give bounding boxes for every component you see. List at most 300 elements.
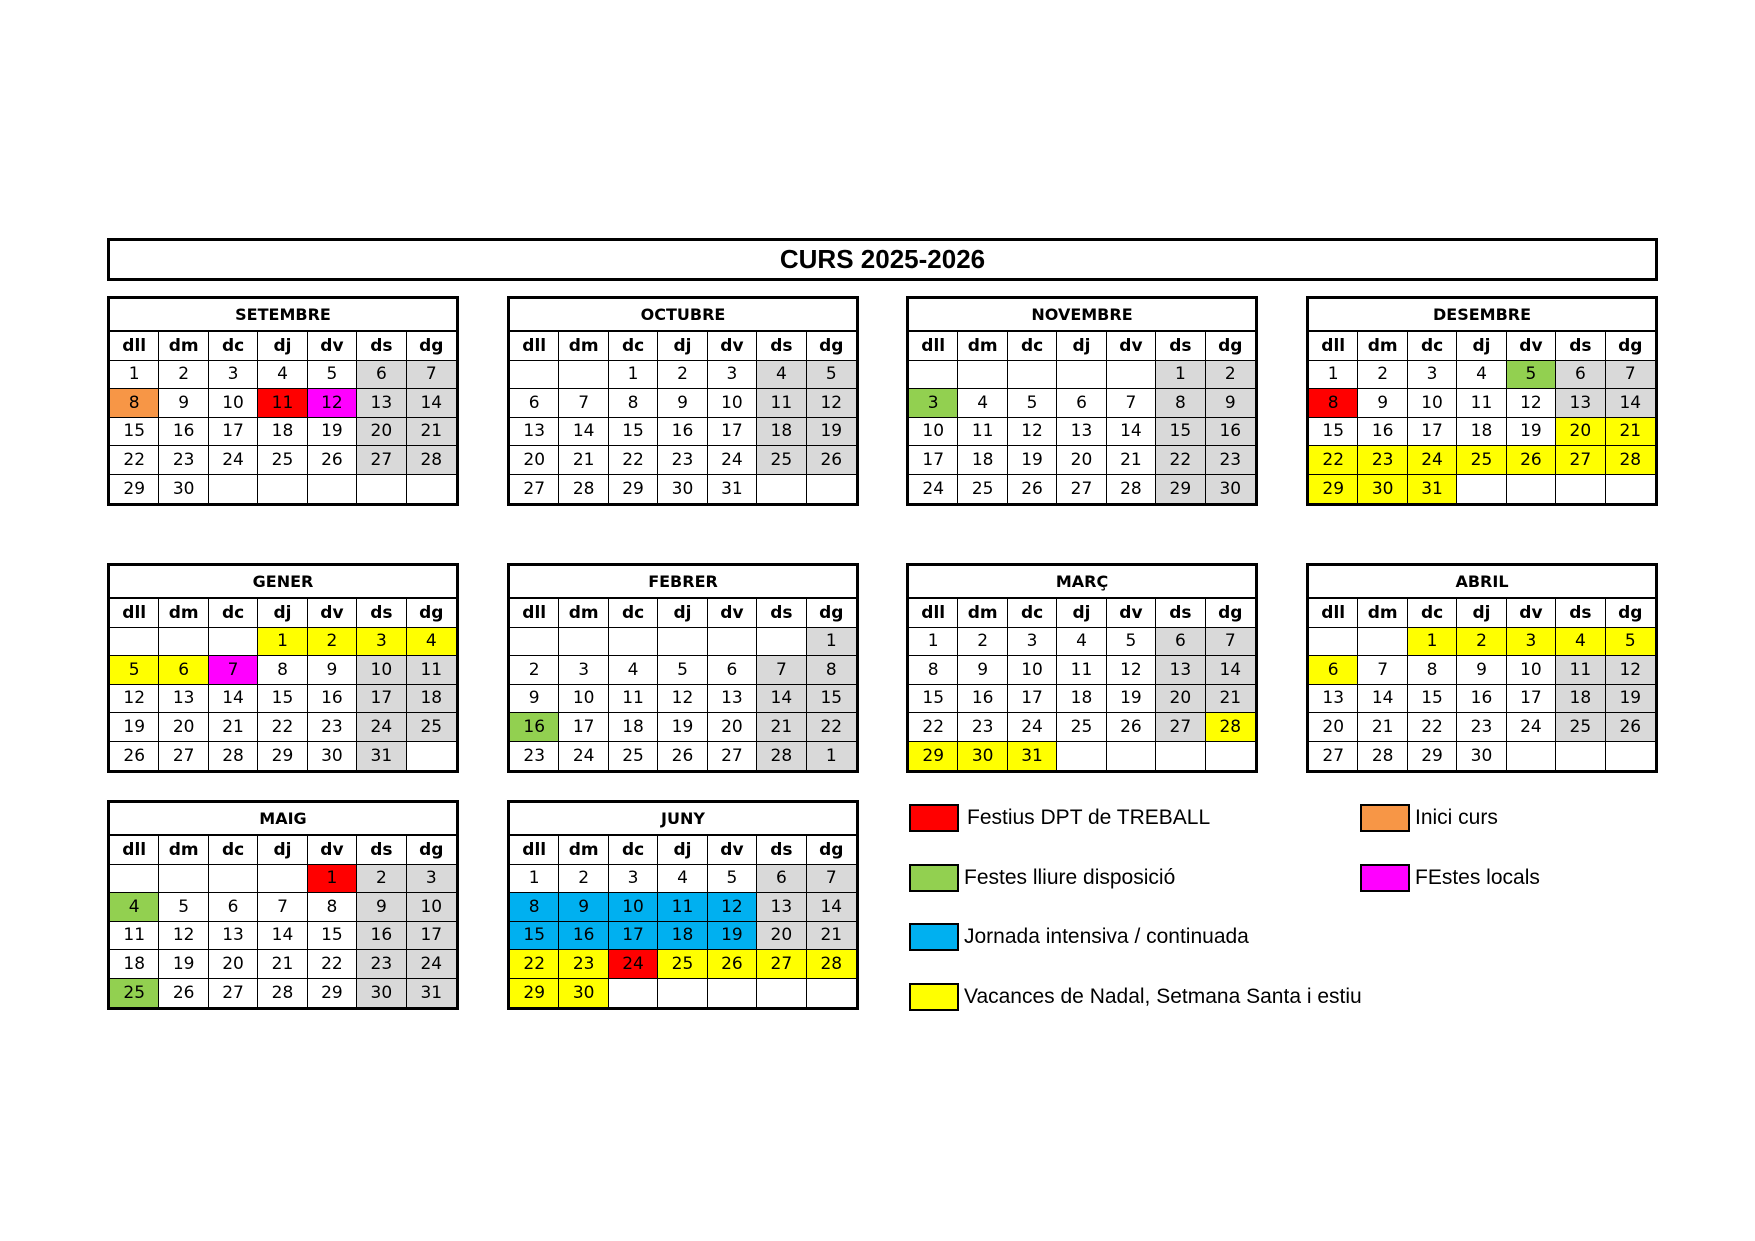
day-cell: 4	[1556, 628, 1605, 657]
day-cell: 15	[510, 922, 559, 951]
month-grid	[110, 599, 456, 770]
day-cell: 13	[708, 685, 757, 714]
day-header: dc	[209, 599, 258, 628]
day-cell: 5	[1107, 628, 1156, 657]
empty-cell	[1507, 742, 1556, 771]
day-cell: 25	[1556, 713, 1605, 742]
day-cell: 30	[559, 979, 608, 1008]
day-cell: 11	[258, 389, 307, 418]
legend-vacances	[909, 983, 1362, 1011]
empty-cell	[159, 628, 208, 657]
day-cell: 13	[1556, 389, 1605, 418]
day-header: dll	[110, 836, 159, 865]
day-cell: 26	[308, 446, 357, 475]
day-cell: 25	[958, 475, 1007, 504]
day-header: dv	[308, 836, 357, 865]
day-cell: 29	[909, 742, 958, 771]
day-cell: 14	[209, 685, 258, 714]
legend-swatch	[909, 864, 959, 892]
day-header: dc	[609, 836, 658, 865]
day-cell: 14	[1358, 685, 1407, 714]
day-header: dll	[1309, 599, 1358, 628]
day-cell: 8	[510, 893, 559, 922]
day-cell: 23	[1206, 446, 1255, 475]
day-cell: 12	[308, 389, 357, 418]
day-header: dc	[209, 332, 258, 361]
day-cell: 26	[1107, 713, 1156, 742]
month-grid	[110, 836, 456, 1007]
day-header: dc	[1008, 599, 1057, 628]
day-cell: 16	[958, 685, 1007, 714]
day-header: ds	[1156, 599, 1205, 628]
day-header: dj	[1057, 599, 1106, 628]
day-cell: 23	[308, 713, 357, 742]
day-cell: 25	[1457, 446, 1506, 475]
day-cell: 18	[958, 446, 1007, 475]
empty-cell	[258, 865, 307, 894]
day-cell: 17	[1008, 685, 1057, 714]
day-cell: 3	[357, 628, 406, 657]
day-header: dm	[958, 332, 1007, 361]
day-cell: 4	[1057, 628, 1106, 657]
day-cell: 22	[258, 713, 307, 742]
day-cell: 30	[308, 742, 357, 771]
day-cell: 11	[609, 685, 658, 714]
day-cell: 17	[609, 922, 658, 951]
day-cell: 23	[559, 950, 608, 979]
day-header: dll	[510, 332, 559, 361]
day-cell: 25	[658, 950, 707, 979]
day-cell: 4	[757, 361, 806, 390]
empty-cell	[708, 979, 757, 1008]
day-cell: 5	[1507, 361, 1556, 390]
day-cell: 20	[1309, 713, 1358, 742]
day-cell: 7	[407, 361, 456, 390]
day-cell: 16	[1358, 418, 1407, 447]
day-cell: 22	[909, 713, 958, 742]
day-cell: 23	[357, 950, 406, 979]
day-header: dll	[909, 599, 958, 628]
day-cell: 7	[1606, 361, 1655, 390]
day-header: dv	[708, 836, 757, 865]
month-juny	[507, 800, 859, 1010]
empty-cell	[1556, 742, 1605, 771]
month-novembre	[906, 296, 1258, 506]
day-cell: 1	[909, 628, 958, 657]
day-cell: 2	[1358, 361, 1407, 390]
legend-label: Jornada intensiva / continuada	[964, 925, 1249, 948]
day-header: dv	[1107, 599, 1156, 628]
day-cell: 3	[407, 865, 456, 894]
day-cell: 26	[807, 446, 856, 475]
month-name: DESEMBRE	[1309, 299, 1655, 332]
month-name: MAIG	[110, 803, 456, 836]
empty-cell	[1107, 742, 1156, 771]
day-header: ds	[357, 599, 406, 628]
day-header: dg	[807, 836, 856, 865]
day-cell: 16	[357, 922, 406, 951]
month-grid	[1309, 332, 1655, 503]
day-cell: 8	[308, 893, 357, 922]
day-cell: 8	[1309, 389, 1358, 418]
day-cell: 6	[757, 865, 806, 894]
day-cell: 20	[1556, 418, 1605, 447]
day-cell: 31	[708, 475, 757, 504]
legend-swatch	[909, 923, 959, 951]
day-cell: 26	[1507, 446, 1556, 475]
day-cell: 12	[807, 389, 856, 418]
day-cell: 31	[357, 742, 406, 771]
day-cell: 22	[609, 446, 658, 475]
day-cell: 15	[1156, 418, 1205, 447]
day-cell: 17	[1507, 685, 1556, 714]
day-cell: 27	[1309, 742, 1358, 771]
day-cell: 30	[1206, 475, 1255, 504]
day-cell: 30	[958, 742, 1007, 771]
day-cell: 12	[1507, 389, 1556, 418]
empty-cell	[807, 979, 856, 1008]
day-cell: 2	[308, 628, 357, 657]
day-cell: 16	[159, 418, 208, 447]
day-cell: 24	[1408, 446, 1457, 475]
day-header: dll	[510, 599, 559, 628]
day-cell: 19	[1507, 418, 1556, 447]
day-cell: 5	[1008, 389, 1057, 418]
day-cell: 30	[1358, 475, 1407, 504]
day-cell: 2	[559, 865, 608, 894]
day-cell: 22	[510, 950, 559, 979]
day-cell: 6	[708, 656, 757, 685]
day-cell: 16	[1457, 685, 1506, 714]
month-grid	[909, 599, 1255, 770]
empty-cell	[1309, 628, 1358, 657]
day-header: ds	[1556, 332, 1605, 361]
empty-cell	[1358, 628, 1407, 657]
day-cell: 7	[209, 656, 258, 685]
day-cell: 8	[609, 389, 658, 418]
day-cell: 27	[510, 475, 559, 504]
day-cell: 9	[559, 893, 608, 922]
day-cell: 25	[258, 446, 307, 475]
day-cell: 25	[1057, 713, 1106, 742]
day-cell: 28	[1107, 475, 1156, 504]
legend-label: Inici curs	[1415, 806, 1498, 829]
day-header: dg	[1606, 332, 1655, 361]
day-header: dll	[909, 332, 958, 361]
day-cell: 22	[110, 446, 159, 475]
empty-cell	[1008, 361, 1057, 390]
day-cell: 29	[1156, 475, 1205, 504]
day-cell: 17	[708, 418, 757, 447]
day-header: dg	[1206, 599, 1255, 628]
day-header: dg	[407, 836, 456, 865]
day-cell: 5	[1606, 628, 1655, 657]
legend-jornada-intensiva	[909, 923, 1249, 951]
day-header: dj	[1457, 599, 1506, 628]
day-header: dj	[258, 332, 307, 361]
day-cell: 6	[159, 656, 208, 685]
empty-cell	[1556, 475, 1605, 504]
empty-cell	[757, 628, 806, 657]
month-maig	[107, 800, 459, 1010]
month-febrer	[507, 563, 859, 773]
day-cell: 7	[807, 865, 856, 894]
empty-cell	[1606, 475, 1655, 504]
day-cell: 3	[609, 865, 658, 894]
day-cell: 14	[258, 922, 307, 951]
day-cell: 24	[1008, 713, 1057, 742]
day-cell: 2	[510, 656, 559, 685]
month-name: GENER	[110, 566, 456, 599]
day-header: dc	[609, 332, 658, 361]
day-cell: 11	[1457, 389, 1506, 418]
day-cell: 27	[159, 742, 208, 771]
empty-cell	[510, 361, 559, 390]
day-cell: 7	[1358, 656, 1407, 685]
day-header: ds	[1156, 332, 1205, 361]
day-header: ds	[757, 836, 806, 865]
day-cell: 13	[357, 389, 406, 418]
day-cell: 14	[407, 389, 456, 418]
empty-cell	[658, 628, 707, 657]
day-cell: 15	[258, 685, 307, 714]
month-name: JUNY	[510, 803, 856, 836]
day-cell: 12	[1107, 656, 1156, 685]
day-header: dj	[258, 836, 307, 865]
day-cell: 19	[658, 713, 707, 742]
day-cell: 19	[1008, 446, 1057, 475]
day-cell: 28	[757, 742, 806, 771]
day-cell: 21	[1358, 713, 1407, 742]
day-cell: 2	[159, 361, 208, 390]
day-cell: 28	[209, 742, 258, 771]
day-cell: 14	[559, 418, 608, 447]
day-header: dll	[110, 332, 159, 361]
day-cell: 16	[1206, 418, 1255, 447]
day-cell: 11	[1556, 656, 1605, 685]
day-header: dg	[807, 599, 856, 628]
day-cell: 1	[807, 628, 856, 657]
day-cell: 27	[708, 742, 757, 771]
day-cell: 1	[510, 865, 559, 894]
day-cell: 20	[708, 713, 757, 742]
empty-cell	[1107, 361, 1156, 390]
day-header: dv	[308, 332, 357, 361]
day-cell: 26	[658, 742, 707, 771]
day-cell: 15	[1408, 685, 1457, 714]
day-header: dg	[407, 332, 456, 361]
legend-label: Festes lliure disposició	[964, 866, 1176, 889]
empty-cell	[1457, 475, 1506, 504]
day-cell: 31	[1008, 742, 1057, 771]
calendar-title: CURS 2025-2026	[107, 238, 1658, 281]
day-cell: 9	[1358, 389, 1407, 418]
day-cell: 25	[609, 742, 658, 771]
day-cell: 7	[1206, 628, 1255, 657]
day-cell: 10	[1408, 389, 1457, 418]
day-cell: 11	[1057, 656, 1106, 685]
day-cell: 21	[1107, 446, 1156, 475]
day-cell: 17	[909, 446, 958, 475]
day-header: ds	[757, 599, 806, 628]
day-cell: 12	[708, 893, 757, 922]
empty-cell	[407, 742, 456, 771]
day-cell: 10	[209, 389, 258, 418]
day-cell: 24	[708, 446, 757, 475]
day-cell: 15	[807, 685, 856, 714]
day-header: dg	[807, 332, 856, 361]
day-cell: 10	[407, 893, 456, 922]
day-cell: 19	[1606, 685, 1655, 714]
day-cell: 11	[658, 893, 707, 922]
day-cell: 29	[1309, 475, 1358, 504]
empty-cell	[708, 628, 757, 657]
day-cell: 13	[1309, 685, 1358, 714]
day-cell: 31	[1408, 475, 1457, 504]
day-cell: 19	[110, 713, 159, 742]
day-cell: 21	[407, 418, 456, 447]
empty-cell	[658, 979, 707, 1008]
empty-cell	[258, 475, 307, 504]
day-cell: 28	[258, 979, 307, 1008]
day-cell: 10	[909, 418, 958, 447]
day-cell: 20	[757, 922, 806, 951]
day-cell: 3	[559, 656, 608, 685]
day-cell: 7	[757, 656, 806, 685]
empty-cell	[609, 628, 658, 657]
day-header: dj	[658, 332, 707, 361]
day-cell: 29	[1408, 742, 1457, 771]
day-cell: 21	[209, 713, 258, 742]
empty-cell	[1507, 475, 1556, 504]
day-cell: 29	[609, 475, 658, 504]
day-cell: 1	[1408, 628, 1457, 657]
day-cell: 18	[757, 418, 806, 447]
day-cell: 16	[658, 418, 707, 447]
day-header: dm	[159, 836, 208, 865]
legend-label: Vacances de Nadal, Setmana Santa i estiu	[964, 985, 1362, 1008]
month-grid	[510, 836, 856, 1007]
day-cell: 20	[357, 418, 406, 447]
day-cell: 8	[807, 656, 856, 685]
day-cell: 2	[958, 628, 1007, 657]
day-cell: 3	[909, 389, 958, 418]
empty-cell	[757, 979, 806, 1008]
day-header: dc	[609, 599, 658, 628]
day-header: ds	[357, 836, 406, 865]
day-cell: 31	[407, 979, 456, 1008]
day-cell: 10	[1507, 656, 1556, 685]
day-cell: 20	[510, 446, 559, 475]
day-header: dj	[658, 836, 707, 865]
day-cell: 9	[1206, 389, 1255, 418]
day-header: dm	[159, 332, 208, 361]
day-header: dj	[1057, 332, 1106, 361]
day-cell: 15	[308, 922, 357, 951]
day-cell: 13	[159, 685, 208, 714]
day-cell: 21	[807, 922, 856, 951]
day-cell: 8	[1408, 656, 1457, 685]
day-cell: 23	[958, 713, 1007, 742]
day-cell: 16	[559, 922, 608, 951]
day-cell: 9	[308, 656, 357, 685]
day-header: dv	[308, 599, 357, 628]
day-cell: 11	[407, 656, 456, 685]
day-cell: 22	[308, 950, 357, 979]
day-cell: 29	[308, 979, 357, 1008]
day-header: dg	[1206, 332, 1255, 361]
day-cell: 2	[1457, 628, 1506, 657]
day-cell: 25	[110, 979, 159, 1008]
day-cell: 16	[510, 713, 559, 742]
empty-cell	[308, 475, 357, 504]
day-cell: 27	[209, 979, 258, 1008]
day-cell: 1	[258, 628, 307, 657]
day-cell: 14	[1606, 389, 1655, 418]
day-cell: 24	[559, 742, 608, 771]
day-cell: 4	[609, 656, 658, 685]
empty-cell	[510, 628, 559, 657]
day-cell: 10	[559, 685, 608, 714]
day-cell: 5	[159, 893, 208, 922]
day-header: dm	[1358, 332, 1407, 361]
day-cell: 1	[1309, 361, 1358, 390]
day-cell: 9	[510, 685, 559, 714]
day-cell: 13	[209, 922, 258, 951]
day-cell: 18	[1057, 685, 1106, 714]
empty-cell	[909, 361, 958, 390]
empty-cell	[559, 361, 608, 390]
legend-swatch	[1360, 864, 1410, 892]
day-header: dm	[559, 836, 608, 865]
day-header: dm	[559, 599, 608, 628]
day-cell: 3	[1008, 628, 1057, 657]
day-cell: 18	[658, 922, 707, 951]
day-cell: 3	[1507, 628, 1556, 657]
day-cell: 27	[1156, 713, 1205, 742]
day-header: ds	[357, 332, 406, 361]
legend-swatch	[909, 804, 959, 832]
day-cell: 12	[1606, 656, 1655, 685]
legend-festes-locals	[1360, 864, 1540, 892]
day-cell: 26	[110, 742, 159, 771]
day-cell: 21	[1606, 418, 1655, 447]
day-cell: 18	[407, 685, 456, 714]
day-cell: 4	[1457, 361, 1506, 390]
day-cell: 10	[708, 389, 757, 418]
day-header: dv	[1107, 332, 1156, 361]
day-cell: 24	[407, 950, 456, 979]
day-cell: 16	[308, 685, 357, 714]
day-cell: 30	[1457, 742, 1506, 771]
day-header: dv	[708, 332, 757, 361]
legend-label: FEstes locals	[1415, 866, 1540, 889]
day-cell: 8	[909, 656, 958, 685]
empty-cell	[209, 475, 258, 504]
day-header: dg	[407, 599, 456, 628]
empty-cell	[1156, 742, 1205, 771]
day-cell: 15	[609, 418, 658, 447]
day-cell: 2	[357, 865, 406, 894]
day-header: dj	[1457, 332, 1506, 361]
empty-cell	[159, 865, 208, 894]
day-cell: 19	[1107, 685, 1156, 714]
day-cell: 21	[258, 950, 307, 979]
day-header: ds	[757, 332, 806, 361]
day-cell: 20	[159, 713, 208, 742]
day-cell: 19	[159, 950, 208, 979]
day-cell: 19	[308, 418, 357, 447]
